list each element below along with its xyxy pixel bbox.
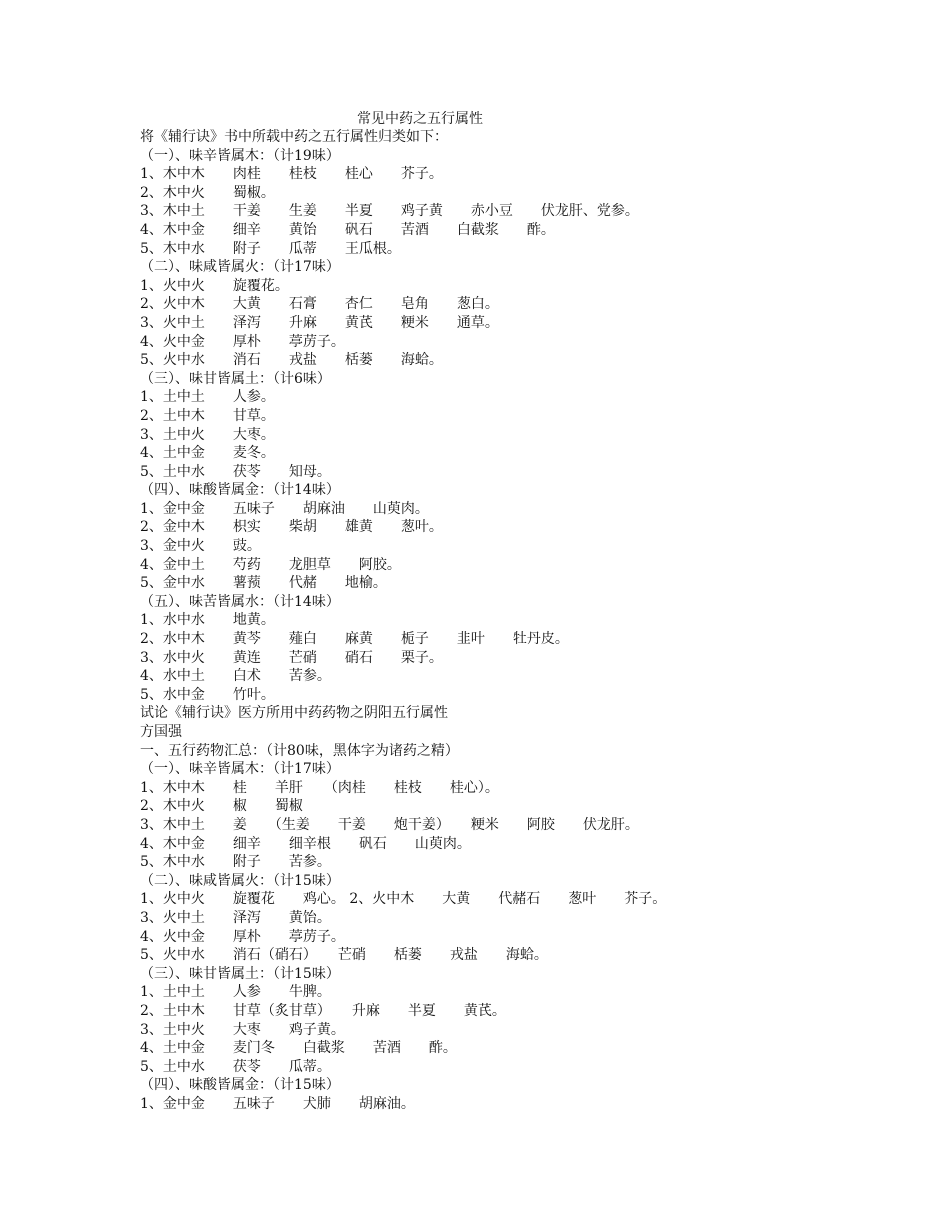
text-line: （五）、味苦皆属水：（计14味） xyxy=(140,593,340,610)
text-line: （二）、味咸皆属火：（计17味） xyxy=(140,259,340,276)
text-line: 3、木中土 姜 （生姜 干姜 炮干姜） 粳米 阿胶 伏龙肝。 xyxy=(140,816,639,833)
text-line: 3、火中土 泽泻 升麻 黄芪 粳米 通草。 xyxy=(140,314,499,331)
text-line: 1、金中金 五味子 胡麻油 山萸肉。 xyxy=(140,500,429,517)
text-line: 3、水中火 黄连 芒硝 硝石 栗子。 xyxy=(140,649,443,666)
text-line: 5、木中水 附子 苦参。 xyxy=(140,854,331,871)
text-line: 4、土中金 麦门冬 白截浆 苦酒 酢。 xyxy=(140,1040,457,1057)
text-line: 5、火中水 消石 戎盐 栝蒌 海蛤。 xyxy=(140,352,443,369)
text-line: 一、五行药物汇总：（计80味，黑体字为诸药之精） xyxy=(140,742,459,759)
text-line: 2、水中木 黄芩 薤白 麻黄 栀子 韭叶 牡丹皮。 xyxy=(140,631,569,648)
text-line: 2、火中木 大黄 石膏 杏仁 皂角 葱白。 xyxy=(140,296,499,313)
text-line: 4、木中金 细辛 细辛根 矾石 山萸肉。 xyxy=(140,835,471,852)
text-line: （一）、味辛皆属木：（计17味） xyxy=(140,761,340,778)
text-line: 1、火中火 旋覆花。 xyxy=(140,277,289,294)
document-body xyxy=(140,128,930,1113)
text-line: 5、木中水 附子 瓜蒂 王瓜根。 xyxy=(140,240,401,257)
text-line: 2、土中木 甘草。 xyxy=(140,407,275,424)
text-line: （四）、味酸皆属金：（计14味） xyxy=(140,482,340,499)
text-line: 方国强 xyxy=(140,724,182,740)
text-line: （四）、味酸皆属金：（计15味） xyxy=(140,1077,340,1094)
text-line: 2、土中木 甘草（炙甘草） 升麻 半夏 黄芪。 xyxy=(140,1002,506,1019)
text-line: 4、火中金 厚朴 葶苈子。 xyxy=(140,928,345,945)
text-line: （三）、味甘皆属土：（计15味） xyxy=(140,965,340,982)
text-line: 5、土中水 茯苓 知母。 xyxy=(140,463,331,480)
text-line: 2、木中火 椒 蜀椒 xyxy=(140,798,303,815)
text-line: 1、土中土 人参。 xyxy=(140,389,275,406)
text-line: 3、土中火 大枣 鸡子黄。 xyxy=(140,1021,345,1038)
text-line: 2、金中木 枳实 柴胡 雄黄 葱叶。 xyxy=(140,519,443,536)
text-line: （三）、味甘皆属土：（计6味） xyxy=(140,370,331,387)
text-line: 2、木中火 蜀椒。 xyxy=(140,184,275,201)
text-line: 4、金中土 芍药 龙胆草 阿胶。 xyxy=(140,556,401,573)
text-line: 5、土中水 茯苓 瓜蒂。 xyxy=(140,1058,331,1075)
text-line: 3、木中土 干姜 生姜 半夏 鸡子黄 赤小豆 伏龙肝、党参。 xyxy=(140,203,639,220)
page-title: 常见中药之五行属性 xyxy=(357,111,483,127)
text-line: 1、土中土 人参 牛脾。 xyxy=(140,984,331,1001)
text-line: 将《辅行诀》书中所载中药之五行属性归类如下： xyxy=(140,129,448,145)
text-line: 1、水中水 地黄。 xyxy=(140,612,275,629)
text-line: 3、土中火 大枣。 xyxy=(140,426,275,443)
text-line: 1、火中火 旋覆花 鸡心。 2、火中木 大黄 代赭石 葱叶 芥子。 xyxy=(140,891,667,908)
text-line: 1、金中金 五味子 犬肺 胡麻油。 xyxy=(140,1095,415,1112)
text-line: 1、木中木 桂 羊肝 （肉桂 桂枝 桂心）。 xyxy=(140,779,499,796)
text-line: 1、木中木 肉桂 桂枝 桂心 芥子。 xyxy=(140,166,443,183)
text-line: 试论《辅行诀》医方所用中药药物之阴阳五行属性 xyxy=(140,705,448,722)
text-line: （二）、味咸皆属火：（计15味） xyxy=(140,872,340,889)
text-line: 4、木中金 细辛 黄饴 矾石 苦酒 白截浆 酢。 xyxy=(140,221,555,238)
text-line: 3、火中土 泽泻 黄饴。 xyxy=(140,909,331,926)
text-line: 3、金中火 豉。 xyxy=(140,538,261,555)
text-line: 5、金中水 薯蓣 代赭 地榆。 xyxy=(140,575,387,592)
text-line: 5、火中水 消石（硝石） 芒硝 栝蒌 戎盐 海蛤。 xyxy=(140,947,548,964)
text-line: 4、火中金 厚朴 葶苈子。 xyxy=(140,333,345,350)
text-line: 5、水中金 竹叶。 xyxy=(140,686,275,703)
text-line: （一）、味辛皆属木：（计19味） xyxy=(140,147,340,164)
text-line: 4、土中金 麦冬。 xyxy=(140,445,275,462)
text-line: 4、水中土 白术 苦参。 xyxy=(140,668,331,685)
